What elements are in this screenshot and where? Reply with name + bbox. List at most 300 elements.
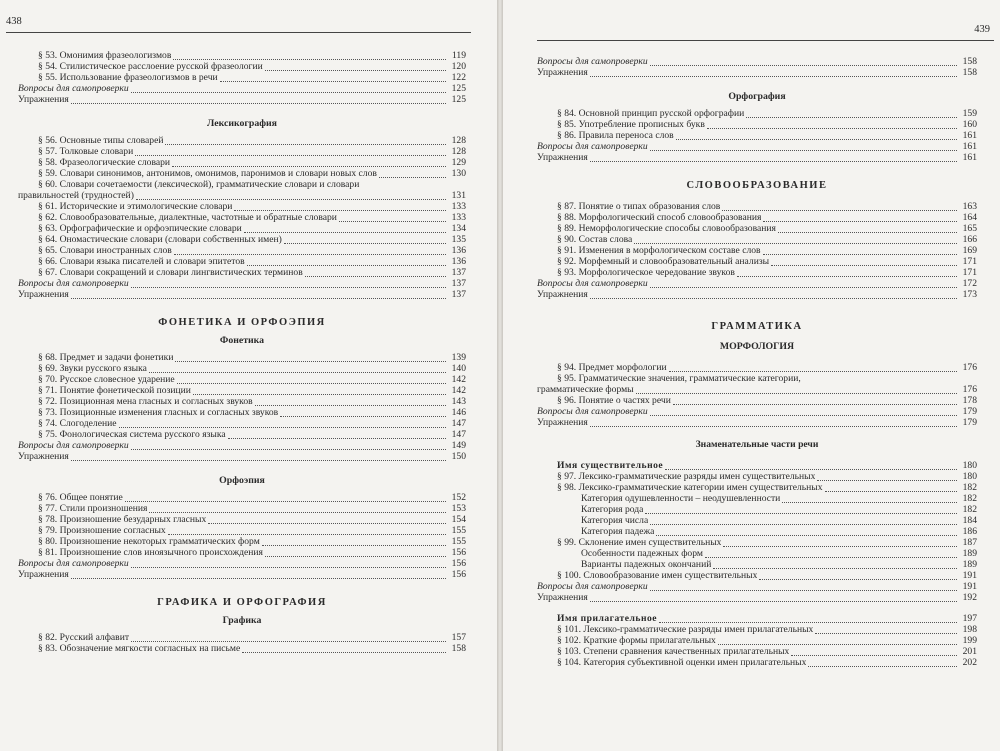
dot-leader [228,438,446,439]
left-page [0,0,497,751]
dot-leader [634,243,957,244]
entry-page-number: 131 [451,190,466,201]
entry-page-number: 158 [451,643,466,654]
section-heading: Орфоэпия [219,474,265,486]
dot-leader [220,81,446,82]
dot-leader [590,298,957,299]
entry-title: Упражнения [18,95,69,106]
entry-page-number: 122 [451,72,466,84]
dot-leader [817,480,957,481]
entry-title: § 86. Правила переноса слов [557,131,674,142]
entry-title: Вопросы для самопроверки [18,559,129,569]
dot-leader [71,298,446,299]
dot-leader [173,59,446,60]
entry-title: Вопросы для самопроверки [537,279,648,290]
toc-entry[interactable] [18,504,466,515]
entry-page-number: 157 [451,632,466,643]
dot-leader [135,155,446,156]
entry-page-number: 182 [962,504,977,515]
toc-entry[interactable] [18,526,466,537]
toc-entry-line: § 60. Словари сочетаемости (лексической), грамматические словари и словари [38,179,360,190]
toc-entry[interactable] [537,268,977,279]
dot-leader [782,502,957,503]
entry-page-number: 158 [962,56,977,68]
entry-page-number: 179 [962,417,977,428]
entry-title: § 101. Лексико-грамматические разряды имен прилагательных [557,625,814,635]
entry-page-number: 171 [962,267,977,279]
toc-entry[interactable] [18,493,466,504]
toc-entry[interactable] [18,290,466,301]
toc-entry[interactable] [537,418,977,429]
dot-leader [791,655,957,656]
entry-page-number: 169 [962,245,977,257]
dot-leader [177,383,446,384]
spacer [537,604,977,614]
toc-entry[interactable] [18,279,466,290]
entry-title: § 88. Морфологический способ словообразования [557,213,762,224]
dot-leader [125,501,446,502]
entry-page-number: 166 [962,234,977,246]
entry-title: § 64. Ономастические словари (словари собственных имен) [38,235,282,245]
entry-title: Вопросы для самопроверки [18,279,129,289]
entry-page-number: 201 [962,646,977,657]
entry-page-number: 161 [962,130,977,142]
entry-page-number: 182 [962,493,977,504]
entry-page-number: 143 [451,396,466,407]
dot-leader [713,568,957,569]
entry-title: § 74. Слогоделение [38,419,117,429]
entry-page-number: 139 [451,352,466,363]
toc-entry[interactable] [537,461,977,472]
toc-entry[interactable] [537,213,977,224]
dot-leader [172,166,446,167]
toc-entry[interactable] [18,136,466,147]
entry-page-number: 154 [451,514,466,525]
toc-entry[interactable] [537,593,977,604]
toc-entry[interactable] [18,158,466,169]
entry-title: § 87. Понятие о типах образования слов [557,202,721,213]
entry-page-number: 153 [451,503,466,514]
dot-leader [339,221,446,222]
toc-entry[interactable] [18,95,466,106]
entry-page-number: 164 [962,212,977,224]
entry-page-number: 136 [451,245,466,256]
dot-leader [71,103,446,104]
toc-entry[interactable] [537,538,977,549]
dot-leader [705,557,957,558]
entry-page-number: 137 [451,289,466,300]
entry-title: Имя прилагательное [557,614,658,624]
header-rule [537,40,994,41]
entry-page-number: 140 [451,363,466,374]
entry-page-number: 180 [962,460,977,471]
entry-page-number: 156 [451,558,466,569]
entry-page-number: 159 [962,108,977,120]
entry-title: Вопросы для самопроверки [537,582,648,592]
entry-title: Вопросы для самопроверки [537,407,648,417]
dot-leader [71,460,446,461]
entry-page-number: 176 [962,384,977,395]
entry-title: § 77. Стили произношения [38,504,148,514]
entry-page-number: 125 [451,94,466,106]
toc-entry[interactable] [18,430,466,441]
entry-title: § 73. Позиционные изменения гласных и согласных звуков [38,408,279,418]
toc-entry[interactable] [537,153,977,164]
spacer [18,581,466,597]
dot-leader [650,150,957,151]
section-heading: Знаменательные части речи [695,438,819,450]
toc-entry[interactable] [537,647,977,658]
toc-entry[interactable] [18,408,466,419]
dot-leader [244,232,446,233]
entry-title: Категория рода [581,505,644,515]
dot-leader [280,416,446,417]
toc-entry[interactable] [18,353,466,364]
entry-title: Категория числа [581,516,649,526]
dot-leader [247,265,446,266]
entry-title: Упражнения [537,68,588,79]
toc-entry[interactable] [18,235,466,246]
toc-entry[interactable] [537,120,977,131]
dot-leader [650,65,957,66]
dot-leader [778,232,957,233]
dot-leader [262,545,446,546]
entry-page-number: 199 [962,635,977,646]
dot-leader [763,254,957,255]
entry-page-number: 142 [451,374,466,385]
toc-entry-line: § 95. Грамматические значения, грамматические категории, [557,373,801,384]
entry-title: § 71. Понятие фонетической позиции [38,386,191,396]
entry-title: § 85. Употребление прописных букв [557,120,705,131]
dot-leader [71,578,446,579]
toc-list [537,57,977,669]
toc-entry[interactable] [18,441,466,452]
toc-entry[interactable] [537,57,977,68]
entry-page-number: 147 [451,418,466,429]
entry-page-number: 134 [451,223,466,234]
entry-title: § 75. Фонологическая система русского языка [38,430,226,440]
right-page [503,0,1000,751]
dot-leader [650,590,957,591]
dot-leader [746,117,957,118]
toc-entry[interactable] [18,202,466,213]
dot-leader [815,633,957,634]
toc-entry[interactable] [537,560,977,571]
toc-entry[interactable] [18,537,466,548]
header-rule [6,32,471,33]
entry-title: § 57. Толковые словари [38,147,134,158]
toc-entry[interactable] [537,625,977,636]
entry-page-number: 180 [962,471,977,482]
dot-leader [131,92,446,93]
entry-page-number: 158 [962,67,977,79]
toc-entry[interactable] [537,202,977,213]
page-number: 439 [974,24,990,35]
entry-title: § 55. Использование фразеологизмов в речи [38,73,218,84]
dot-leader [665,469,957,470]
dot-leader [305,276,446,277]
entry-title: § 98. Лексико-грамматические категории имен существительных [557,483,823,493]
dot-leader [590,161,957,162]
entry-title: § 67. Словари сокращений и словари лингвистических терминов [38,268,303,278]
entry-title: § 91. Изменения в морфологическом составе слов [557,246,761,257]
toc-entry[interactable] [18,51,466,62]
entry-page-number: 155 [451,525,466,536]
entry-title: § 63. Орфографические и орфоэпические словари [38,224,242,234]
spacer [537,79,977,91]
toc-entry[interactable] [18,515,466,526]
spacer [537,451,977,461]
dot-leader [737,276,957,277]
entry-title: Вопросы для самопроверки [537,57,648,68]
toc-entry[interactable] [18,559,466,570]
toc-entry[interactable] [537,396,977,407]
entry-title: Имя существительное [557,461,664,471]
entry-page-number: 186 [962,526,977,537]
entry-title: § 97. Лексико-грамматические разряды имен существительных [557,472,816,482]
entry-title: § 72. Позиционная мена гласных и согласных звуков [38,397,253,407]
dot-leader [808,666,957,667]
dot-leader [590,426,957,427]
entry-page-number: 152 [451,492,466,503]
dot-leader [650,415,957,416]
dot-leader [669,371,957,372]
entry-page-number: 192 [962,592,977,603]
toc-entry[interactable] [18,644,466,655]
section-heading: СЛОВООБРАЗОВАНИЕ [686,180,828,191]
entry-title: § 53. Омонимия фразеологизмов [38,51,172,62]
dot-leader [707,128,957,129]
entry-title: § 83. Обозначение мягкости согласных на письме [38,644,241,654]
dot-leader [255,405,446,406]
dot-leader [234,210,446,211]
toc-entry[interactable] [537,246,977,257]
entry-title: грамматические формы [537,385,634,395]
toc-entry[interactable] [18,397,466,408]
dot-leader [208,523,446,524]
toc-entry[interactable] [18,62,466,73]
dot-leader [825,491,957,492]
entry-title: Упражнения [537,290,588,301]
entry-title: § 81. Произношение слов иноязычного происхождения [38,548,263,558]
entry-title: § 82. Русский алфавит [38,633,130,643]
page-number: 438 [6,16,22,27]
entry-page-number: 136 [451,256,466,267]
toc-entry[interactable] [18,73,466,84]
entry-title: Особенности падежных форм [581,549,703,559]
dot-leader [168,534,446,535]
section-heading: ГРАФИКА И ОРФОГРАФИЯ [157,596,327,608]
entry-title: § 99. Склонение имен существительных [557,538,722,548]
toc-entry[interactable] [537,582,977,593]
dot-leader [131,567,446,568]
entry-title: § 104. Категория субъективной оценки имен прилагательных [557,658,807,668]
toc-entry[interactable] [537,407,977,418]
entry-title: Вопросы для самопроверки [537,142,648,153]
entry-page-number: 182 [962,482,977,493]
dot-leader [174,254,446,255]
dot-leader [645,513,957,514]
entry-page-number: 133 [451,201,466,212]
spacer [537,301,977,321]
entry-page-number: 172 [962,278,977,290]
dot-leader [673,404,957,405]
toc-entry[interactable] [537,472,977,483]
entry-title: § 93. Морфологическое чередование звуков [557,268,735,279]
entry-title: Вопросы для самопроверки [18,441,129,451]
entry-page-number: 187 [962,537,977,548]
dot-leader [193,394,446,395]
dot-leader [763,221,957,222]
toc-entry[interactable] [18,375,466,386]
toc-entry[interactable] [537,527,977,538]
toc-entry[interactable] [537,131,977,142]
toc-entry[interactable] [537,235,977,246]
toc-entry[interactable] [18,386,466,397]
entry-title: Упражнения [537,153,588,164]
toc-entry[interactable] [537,68,977,79]
toc-entry[interactable] [18,268,466,279]
entry-page-number: 191 [962,581,977,592]
entry-page-number: 147 [451,429,466,440]
entry-title: Упражнения [18,290,69,300]
toc-entry[interactable] [537,109,977,120]
entry-title: § 102. Краткие формы прилагательных [557,636,716,646]
entry-title: правильностей (трудностей) [18,191,134,201]
entry-page-number: 128 [451,135,466,147]
toc-entry[interactable] [18,224,466,235]
entry-title: § 79. Произношение согласных [38,526,166,536]
entry-page-number: 198 [962,624,977,635]
entry-page-number: 165 [962,223,977,235]
toc-entry[interactable] [18,147,466,158]
toc-entry[interactable] [537,494,977,505]
toc-entry[interactable] [537,142,977,153]
dot-leader [718,644,957,645]
dot-leader [636,393,957,394]
entry-title: § 100. Словообразование имен существительных [557,571,758,581]
spacer [18,106,466,118]
entry-title: § 66. Словари языка писателей и словари эпитетов [38,257,245,267]
toc-entry[interactable] [537,257,977,268]
entry-page-number: 178 [962,395,977,406]
toc-entry[interactable] [537,385,977,396]
dot-leader [590,76,957,77]
toc-entry[interactable] [18,633,466,644]
entry-title: Категория одушевленности – неодушевленности [581,494,781,504]
toc-entry[interactable] [18,257,466,268]
toc-entry[interactable] [537,636,977,647]
entry-title: § 62. Словообразовательные, диалектные, частотные и обратные словари [38,213,337,223]
toc-entry[interactable] [18,364,466,375]
entry-title: Варианты падежных окончаний [581,560,712,570]
toc-entry[interactable] [18,213,466,224]
dot-leader [650,287,957,288]
entry-page-number: 137 [451,267,466,278]
entry-title: § 65. Словари иностранных слов [38,246,172,256]
dot-leader [131,449,446,450]
toc-entry[interactable] [18,246,466,257]
spacer [537,353,977,363]
dot-leader [676,139,957,140]
dot-leader [165,144,446,145]
entry-page-number: 150 [451,451,466,462]
entry-page-number: 197 [962,613,977,624]
section-heading: Орфография [728,91,786,102]
toc-entry[interactable] [18,548,466,559]
entry-page-number: 189 [962,559,977,570]
toc-entry[interactable] [18,191,466,202]
toc-entry[interactable] [537,290,977,301]
entry-title: § 59. Словари синонимов, антонимов, омонимов, паронимов и словари новых слов [38,169,377,180]
entry-title: § 61. Исторические и этимологические словари [38,202,233,212]
entry-page-number: 119 [451,50,466,62]
entry-title: Упражнения [537,593,588,603]
section-heading: Графика [222,614,262,626]
dot-leader [379,177,446,178]
toc-entry[interactable] [18,84,466,95]
dot-leader [149,372,446,373]
toc-entry[interactable] [537,505,977,516]
entry-page-number: 160 [962,119,977,131]
spacer [537,333,977,341]
entry-title: § 70. Русское словесное ударение [38,375,175,385]
entry-page-number: 142 [451,385,466,396]
entry-title: § 69. Звуки русского языка [38,364,147,374]
dot-leader [119,427,447,428]
entry-title: § 94. Предмет морфологии [557,363,667,374]
section-heading: Лексикография [207,118,277,129]
toc-entry[interactable] [537,614,977,625]
spacer [537,192,977,202]
entry-title: Упражнения [18,570,69,580]
toc-entry[interactable] [18,419,466,430]
toc-entry[interactable] [537,483,977,494]
toc-entry[interactable] [18,570,466,581]
dot-leader [771,265,957,266]
toc-list [18,51,466,655]
entry-page-number: 129 [451,157,466,169]
entry-page-number: 171 [962,256,977,268]
entry-page-number: 184 [962,515,977,526]
entry-title: Упражнения [537,418,588,428]
toc-entry[interactable] [537,549,977,560]
spacer [537,429,977,439]
toc-entry[interactable] [18,452,466,463]
toc-entry[interactable] [537,571,977,582]
entry-page-number: 125 [451,83,466,95]
entry-page-number: 161 [962,152,977,164]
dot-leader [265,70,446,71]
section-heading: ФОНЕТИКА И ОРФОЭПИЯ [158,316,326,328]
spacer [18,463,466,475]
section-heading: Фонетика [219,334,265,346]
toc-entry[interactable] [537,516,977,527]
entry-title: Упражнения [18,452,69,462]
dot-leader [131,287,446,288]
toc-entry[interactable] [537,224,977,235]
toc-entry[interactable] [537,658,977,669]
entry-page-number: 137 [451,278,466,289]
entry-page-number: 155 [451,536,466,547]
toc-entry[interactable] [537,279,977,290]
entry-title: § 90. Состав слова [557,235,633,246]
dot-leader [265,556,446,557]
dot-leader [284,243,446,244]
entry-page-number: 133 [451,212,466,223]
dot-leader [723,546,957,547]
section-heading: ГРАММАТИКА [711,321,803,332]
